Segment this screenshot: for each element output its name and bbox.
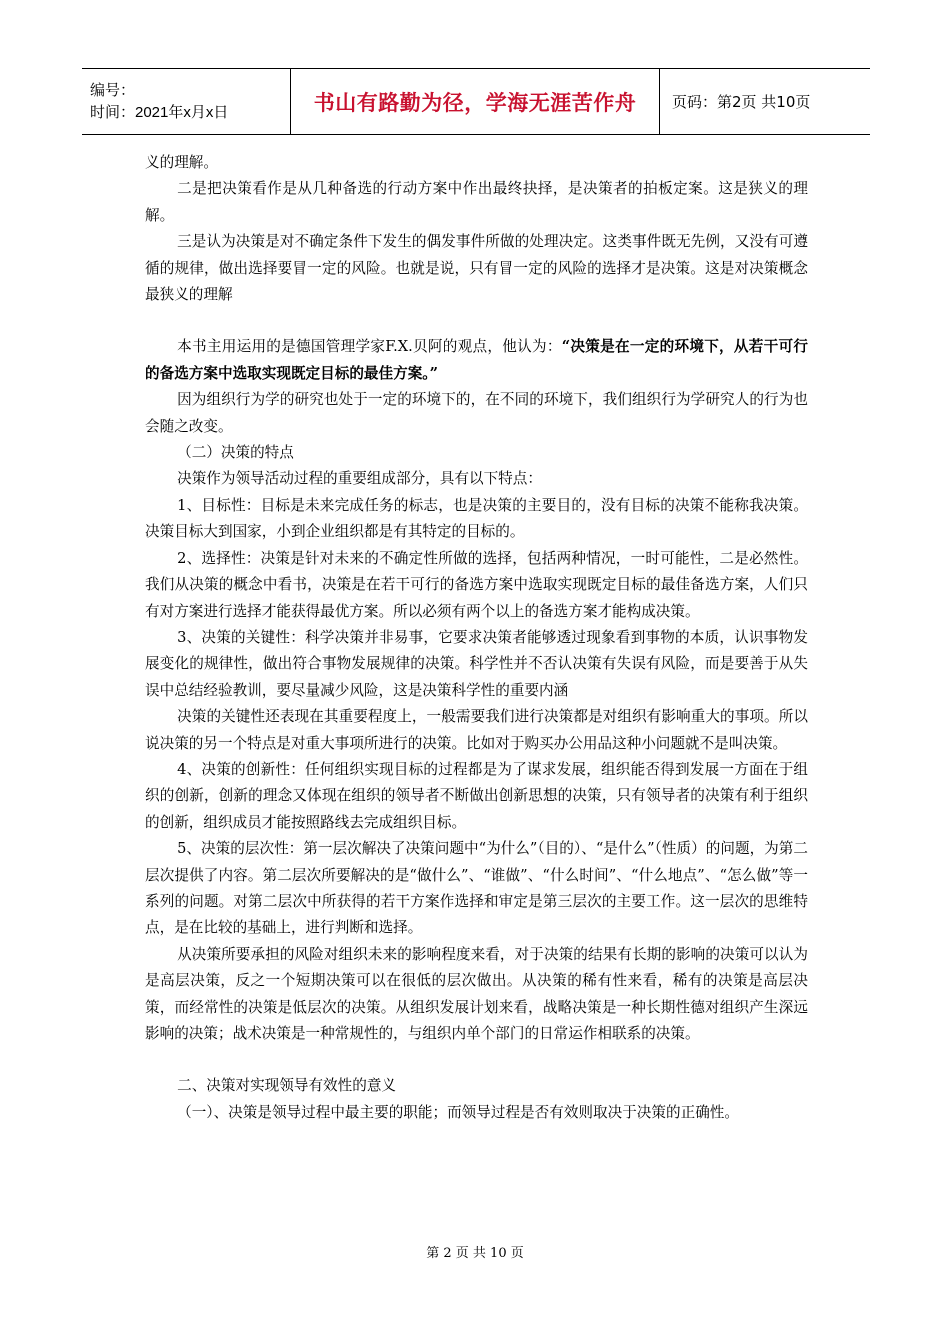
document-number-label: 编号： [90, 81, 136, 99]
paragraph: 三是认为决策是对不确定条件下发生的偶发事件所做的处理决定。这类事件既无先例，又没有可遵循的规律，做出选择要冒一定的风险。也就是说，只有冒一定的风险的选择才是决策。这是对决策概念最狭义的理解 [145, 233, 808, 304]
section-heading: 二、决策对实现领导有效性的意义 [177, 1077, 397, 1095]
list-item: 3、决策的关键性：科学决策并非易事，它要求决策者能够透过现象看到事物的本质，认识事物发展变化的规律性，做出符合事物发展规律的决策。科学性并不否认决策有失误有风险，而是要善于从失误中总结经验教训，要尽量减少风险，这是决策科学性的重要内涵 [145, 628, 808, 699]
list-item: 1、目标性：目标是未来完成任务的标志，也是决策的主要目的，没有目标的决策不能称我决策。决策目标大到国家，小到企业组织都是有其特定的目标的。 [145, 496, 808, 541]
paragraph: 义的理解。 [145, 154, 218, 171]
paragraph-quote [145, 334, 808, 387]
page-footer: 第 2 页 共 10 页 [426, 1246, 524, 1261]
header-page-label: 页码：第2页 共10页 [660, 69, 871, 135]
page-header [82, 68, 870, 135]
paragraph: 决策的关键性还表现在其重要程度上，一般需要我们进行决策都是对组织有影响重大的事项。所以说决策的另一个特点是对重大事项所进行的决策。比如对于购买办公用品这种小问题就不是叫决策。 [145, 708, 808, 752]
section-heading: （二）决策的特点 [177, 444, 294, 462]
paragraph: 从决策所要承担的风险对组织未来的影响程度来看，对于决策的结果有长期的影响的决策可以认为是高层决策，反之一个短期决策可以在很低的层次做出。从决策的稀有性来看，稀有的决策是高层决策，而经常性的决策是低层次的决策。从组织发展计划来看，战略决策是一种长期性德对组织产生深远影响的决策；战术决策是一种常规性的，与组织内单个部门的日常运作相联系的决策。 [145, 945, 808, 1042]
quote-definition: “决策是在一定的环境下，从若干可行的备选方案中选取实现既定目标的最佳方案。” [145, 338, 808, 382]
paragraph: 二是把决策看作是从几种备选的行动方案中作出最终抉择，是决策者的拍板定案。这是狭义的理解。 [145, 180, 808, 224]
list-item: 2、选择性：决策是针对未来的不确定性所做的选择，包括两种情况，一时可能性，二是必然性。我们从决策的概念中看书，决策是在若干可行的备选方案中选取实现既定目标的最佳备选方案，人们只有对方案进行选择才能获得最优方案。所以必须有两个以上的备选方案才能构成决策。 [145, 549, 808, 620]
header-motto: 书山有路勤为径，学海无涯苦作舟 [291, 69, 660, 135]
document-date-label: 时间：2021年x月x日 [90, 103, 229, 121]
paragraph: 决策作为领导活动过程的重要组成部分，具有以下特点： [177, 470, 542, 488]
paragraph: 因为组织行为学的研究也处于一定的环境下的，在不同的环境下，我们组织行为学研究人的行为也会随之改变。 [145, 391, 808, 435]
document-body [145, 150, 808, 1126]
paragraph: （一）、决策是领导过程中最主要的职能；而领导过程是否有效则取决于决策的正确性。 [177, 1103, 739, 1121]
list-item: 5、决策的层次性：第一层次解决了决策问题中“为什么”（目的）、“是什么”（性质）的问题，为第二层次提供了内容。第二层次所要解决的是“做什么”、“谁做”、“什么时间”、“什么地点”、“怎么做”等一系列的问题。对第二层次中所获得的若干方案作选择和审定是第三层次的主要工作。这一层次的思维特点，是在比较的基础上，进行判断和选择。 [145, 840, 808, 937]
header-meta [82, 69, 291, 135]
quote-intro: 本书主用运用的是德国管理学家F.X.贝阿的观点，他认为： [177, 338, 562, 356]
list-item: 4、决策的创新性：任何组织实现目标的过程都是为了谋求发展，组织能否得到发展一方面在于组织的创新，创新的理念又体现在组织的领导者不断做出创新思想的决策，只有领导者的决策有利于组织的创新，组织成员才能按照路线去完成组织目标。 [145, 760, 808, 831]
